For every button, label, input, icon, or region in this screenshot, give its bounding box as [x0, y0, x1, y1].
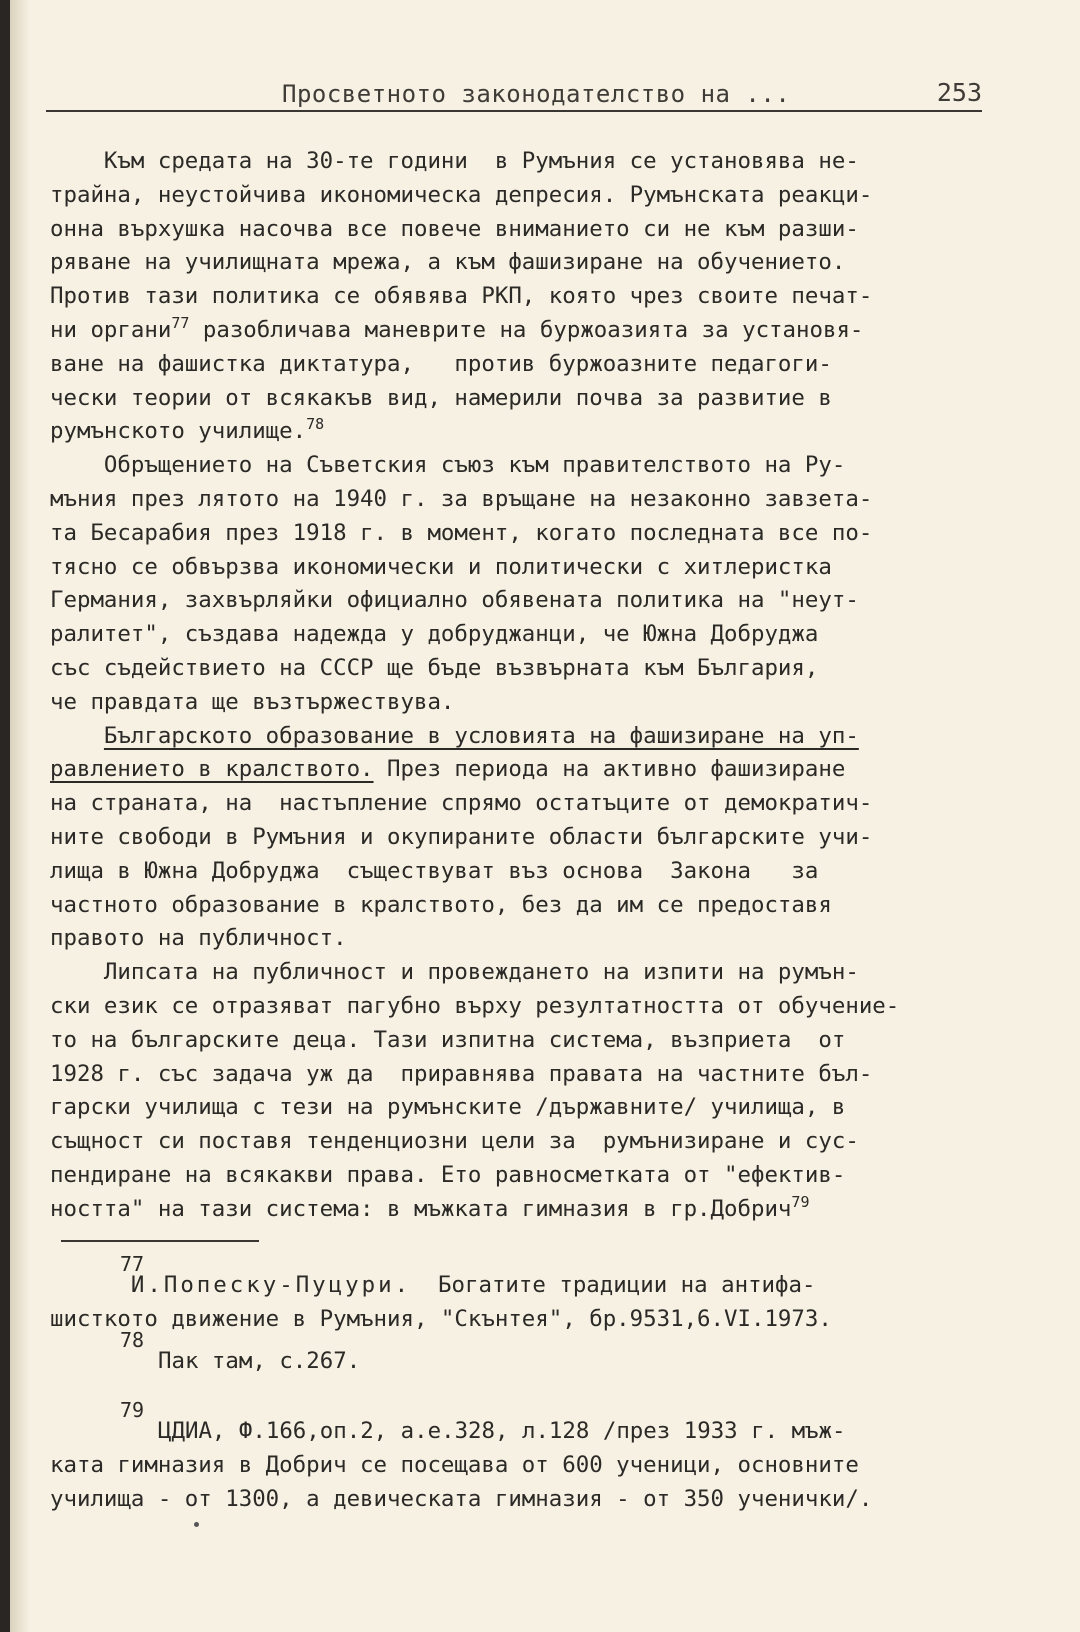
footnote-number: 77	[120, 1252, 145, 1276]
text-line: чески теории от всякакъв вид, намерили почва за развитие в	[50, 384, 832, 411]
running-title: Просветното законодателство на ...	[282, 80, 791, 108]
text-line: ски език се отразяват пагубно върху резултатността от обучение-	[50, 992, 900, 1019]
text-line	[50, 1193, 1000, 1227]
text-line: че правдата ще възтържествува.	[50, 688, 455, 715]
text-line: Германия, захвърляйки официално обявената политика на "неут-	[50, 587, 859, 614]
footnote-line: шисткото движение в Румъния, "Скънтея", бр.9531,6.VI.1973.	[50, 1305, 832, 1332]
paragraph-2	[50, 449, 1000, 719]
footnote-ref-79: 79	[791, 1192, 810, 1211]
text-line: ните свободи в Румъния и окупираните области българските учи-	[50, 823, 873, 850]
text-line: Обръщението на Съветския съюз към правителството на Ру-	[50, 452, 846, 479]
footnote-number: 78	[120, 1328, 145, 1352]
footnote-ref-78: 78	[306, 415, 325, 434]
paragraph-4	[50, 956, 1000, 1226]
footnote-number: 79	[120, 1398, 145, 1422]
text-line: на страната, на настъпление спрямо остатъците от демократич-	[50, 790, 873, 817]
paragraph-3	[50, 720, 1000, 957]
text-line	[50, 415, 1000, 449]
text-line: ване на фашистка диктатура, против буржоазните педагоги-	[50, 350, 832, 377]
text-line: пендиране на всякакви права. Ето равносметката от "ефектив-	[50, 1161, 846, 1188]
text-line: гарски училища с тези на румънските /държавните/ училища, в	[50, 1094, 846, 1121]
text-line	[50, 314, 1000, 348]
footnote-78	[50, 1328, 1000, 1379]
text-line: Липсата на публичност и провеждането на изпити на румън-	[50, 959, 859, 986]
text-segment: Богатите традиции на антифа-	[411, 1272, 816, 1298]
document-page	[10, 0, 1080, 1632]
text-segment: румънското училище.	[50, 418, 307, 445]
text-line: Против тази политика се обявява РКП, която чрез своите печат-	[50, 283, 873, 310]
text-line: правото на публичност.	[50, 925, 347, 952]
text-line: частното образование в кралството, без да им се предоставя	[50, 891, 832, 918]
text-segment: ността" на тази система: в мъжката гимназия в гр.Добрич	[50, 1195, 792, 1222]
text-line	[50, 753, 1000, 787]
text-line: то на българските деца. Тази изпитна система, възприета от	[50, 1026, 846, 1053]
page-number: 253	[936, 78, 982, 107]
running-header	[46, 76, 982, 112]
text-line: та Бесарабия през 1918 г. в момент, когато последната все по-	[50, 519, 873, 546]
main-text	[50, 145, 1000, 1227]
footnote-line	[50, 1252, 1000, 1303]
text-line	[50, 720, 1000, 754]
text-line: 1928 г. със задача уж да приравнява правата на частните бъл-	[50, 1060, 873, 1087]
text-segment: разобличава маневрите на буржоазията за установя-	[189, 316, 864, 343]
text-line: ряване на училищната мрежа, а към фашизиране на обучението.	[50, 249, 846, 276]
footnote-79	[50, 1398, 1000, 1516]
ink-speck	[194, 1522, 199, 1527]
footnote-line: ката гимназия в Добрич се посещава от 600 ученици, основните	[50, 1451, 859, 1478]
footnote-author: И.Попеску-Пуцури.	[130, 1272, 412, 1298]
footnote-77	[50, 1252, 1000, 1337]
text-segment: ни органи	[50, 316, 172, 343]
footnote-line: училища - от 1300, а девическата гимназия - от 350 ученички/.	[50, 1485, 873, 1512]
paragraph-1	[50, 145, 1000, 449]
footnote-ref-77: 77	[171, 313, 190, 332]
text-line: онна върхушка насочва все повече вниманието си не към разши-	[50, 215, 859, 242]
footnote-separator	[61, 1240, 259, 1242]
text-line: трайна, неустойчива икономическа депресия. Румънската реакци-	[50, 181, 873, 208]
text-line: лища в Южна Добруджа съществуват въз основа Закона за	[50, 857, 819, 884]
section-heading: Българското образование в условията на фашизиране на уп-	[103, 722, 859, 749]
text-segment: През периода на активно фашизиране	[373, 756, 846, 783]
page-edge-shadow	[10, 0, 30, 1632]
text-line: същност си поставя тенденциозни цели за румънизиране и сус-	[50, 1128, 859, 1155]
text-line: със съдействието на СССР ще бъде възвърната към България,	[50, 654, 819, 681]
text-line: мъния през лятото на 1940 г. за връщане на незаконно завзета-	[50, 485, 873, 512]
footnote-line: ЦДИА, Ф.166,оп.2, а.е.328, л.128 /през 1933 г. мъж-	[158, 1418, 846, 1444]
text-line: тясно се обвързва икономически и политически с хитлеристка	[50, 553, 832, 580]
text-line: Към средата на 30-те години в Румъния се установява не-	[50, 148, 859, 174]
footnote-line: Пак там, с.267.	[158, 1348, 361, 1374]
text-line: ралитет", създава надежда у добруджанци, че Южна Добруджа	[50, 621, 819, 648]
section-heading: равлението в кралството.	[50, 756, 374, 783]
